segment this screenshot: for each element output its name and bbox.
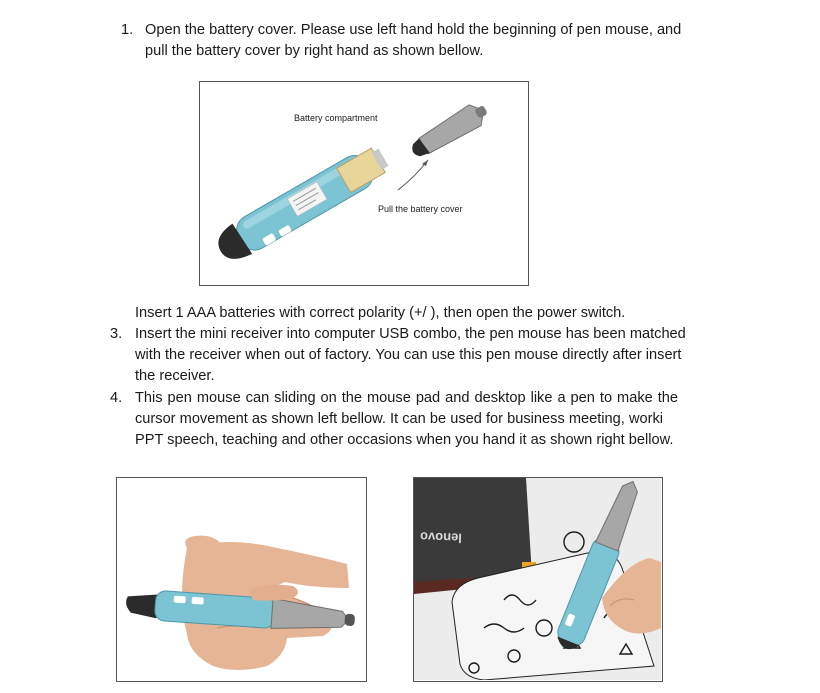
step-1-line-1: Open the battery cover. Please use left hand hold the beginning of pen mouse, and [145, 22, 682, 38]
step-2-text: Insert 1 AAA batteries with correct polarity (+/ ), then open the power switch. [135, 305, 626, 321]
step-3-line-2: with the receiver when out of factory. You can use this pen mouse directly after insert [135, 347, 682, 363]
battery-cover-figure [199, 81, 529, 286]
step-3-line-3: the receiver. [135, 368, 215, 384]
battery-compartment-label: Battery compartment [294, 113, 378, 123]
hand-pen-illustration [117, 478, 365, 680]
laptop-presentation-figure [413, 477, 663, 682]
pull-battery-cover-label: Pull the battery cover [378, 204, 463, 214]
step-1-number: 1. [121, 22, 134, 38]
hand-holding-pen-figure [116, 477, 367, 682]
step-1-line-2: pull the battery cover by right hand as shown bellow. [145, 43, 484, 59]
laptop-pad-illustration [414, 478, 661, 680]
step-3-line-1: Insert the mini receiver into computer USB combo, the pen mouse has been matched [135, 326, 686, 342]
step-4-number: 4. [110, 390, 123, 406]
step-3-number: 3. [110, 326, 123, 342]
step-4-line-2: cursor movement as shown left bellow. It can be used for business meeting, worki [135, 411, 663, 427]
step-4-line-1: This pen mouse can sliding on the mouse pad and desktop like a pen to make the [135, 390, 678, 406]
step-4-line-3: PPT speech, teaching and other occasions when you hand it as shown right bellow. [135, 432, 674, 448]
laptop-logo: lenovo [419, 529, 463, 546]
